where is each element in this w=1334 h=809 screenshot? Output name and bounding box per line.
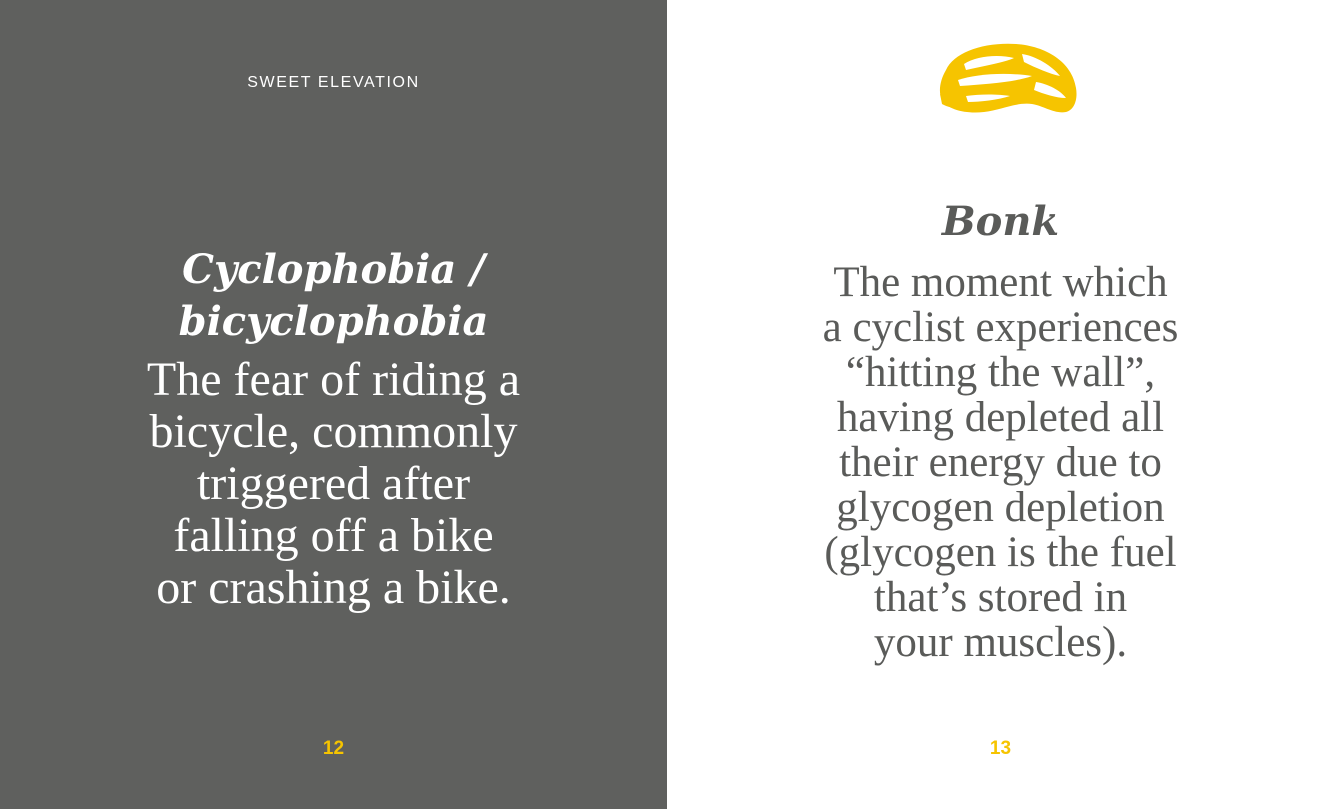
- term-line: Cyclophobia /: [182, 246, 485, 293]
- entry-definition: [0, 354, 667, 614]
- definition-line: that’s stored in: [873, 574, 1128, 621]
- bike-helmet-icon: [936, 40, 1078, 116]
- definition-line: falling off a bike: [173, 509, 494, 562]
- definition-line: or crashing a bike.: [156, 561, 511, 614]
- running-head: SWEET ELEVATION: [247, 74, 420, 91]
- definition-line: a cyclist experiences: [822, 304, 1179, 351]
- definition-line: their energy due to: [839, 439, 1162, 486]
- definition-line: bicycle, commonly: [149, 405, 518, 458]
- definition-line: (glycogen is the fuel: [824, 529, 1177, 576]
- glossary-entry-cyclophobia: [0, 244, 667, 614]
- entry-definition: [667, 260, 1334, 665]
- definition-line: triggered after: [196, 457, 471, 510]
- page-number: 12: [322, 738, 345, 759]
- definition-line: The moment which: [833, 259, 1168, 306]
- definition-line: your muscles).: [873, 619, 1128, 666]
- entry-term: [0, 244, 667, 348]
- page-number: 13: [989, 738, 1012, 759]
- right-page: [667, 0, 1334, 809]
- definition-line: having depleted all: [836, 394, 1165, 441]
- definition-line: The fear of riding a: [146, 353, 521, 406]
- entry-term: Bonk: [941, 198, 1060, 245]
- definition-line: “hitting the wall”,: [845, 349, 1156, 396]
- glossary-entry-bonk: [667, 196, 1334, 665]
- definition-line: glycogen depletion: [836, 484, 1165, 531]
- term-line: bicyclophobia: [178, 298, 489, 345]
